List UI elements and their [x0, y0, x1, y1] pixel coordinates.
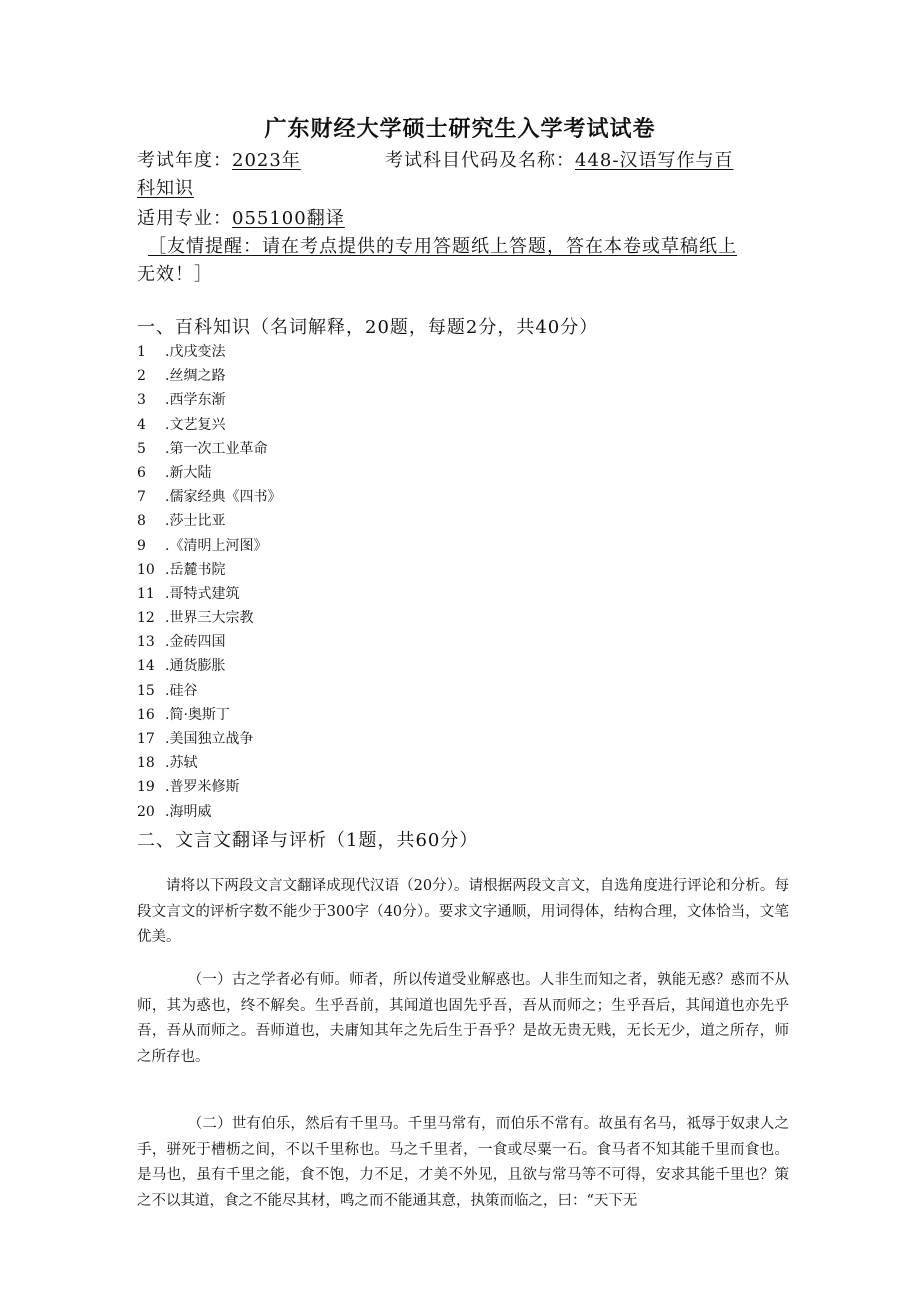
- list-item: 14 .通货膨胀: [137, 658, 226, 675]
- list-item: 6 .新大陆: [137, 464, 212, 481]
- exam-year: [137, 146, 301, 172]
- section2-heading: 二、文言文翻译与评析（1题，共60分）: [137, 830, 479, 851]
- list-item: 12 .世界三大宗教: [137, 610, 254, 627]
- exam-subject-label: 考试科目代码及名称：: [385, 150, 575, 171]
- section2-instruction: 请将以下两段文言文翻译成现代汉语（20分）。请根据两段文言文，自选角度进行评论和分析。每段文言文的评析字数不能少于300字（40分）。要求文字通顺，用词得体，结构合理，文体恰当，文笔优美。: [137, 878, 789, 945]
- term-list: [137, 340, 281, 824]
- list-item: 9 .《清明上河图》: [137, 537, 268, 554]
- exam-reminder: ［友情提醒：请在考点提供的专用答题纸上答题，答在本卷或草稿纸上: [148, 236, 737, 257]
- list-item: 11 .哥特式建筑: [137, 585, 240, 602]
- exam-subject-value-cont: 科知识: [137, 178, 194, 199]
- exam-major-value: 055100翻译: [232, 208, 345, 229]
- exam-subject-value: 448-汉语写作与百: [575, 150, 734, 171]
- list-item: 3 .西学东渐: [137, 392, 226, 409]
- passage-2: （二）世有伯乐，然后有千里马。千里马常有，而伯乐不常有。故虽有名马，祗辱于奴隶人之手，骈死于槽枥之间，不以千里称也。马之千里者，一食或尽粟一石。食马者不知其能千里而食也。是马也，虽有千里之能，食不饱，力不足，才美不外见，且欲与常马等不可得，安求其能千里也？策之不以其道，食之不能尽其材，鸣之而不能通其意，执策而临之，曰：“天下无: [137, 1116, 789, 1209]
- exam-year-value: 2023年: [232, 150, 301, 171]
- list-item: 17 .美国独立战争: [137, 731, 254, 747]
- list-item: 20 .海明威: [137, 803, 212, 820]
- exam-major-label: 适用专业：: [137, 208, 232, 229]
- list-item: 18 .苏轼: [137, 755, 198, 772]
- passage-1: （一）古之学者必有师。师者，所以传道受业解惑也。人非生而知之者，孰能无惑？惑而不从师，其为惑也，终不解矣。生乎吾前，其闻道也固先乎吾，吾从而师之；生乎吾后，其闻道也亦先乎吾，吾从而师之。吾师道也，夫庸知其年之先后生于吾乎？是故无贵无贱，无长无少，道之所存，师之所存也。: [137, 972, 789, 1065]
- list-item: 5 .第一次工业革命: [137, 440, 268, 457]
- list-item: 19 .普罗米修斯: [137, 779, 240, 796]
- section1-heading: 一、百科知识（名词解释，20题，每题2分，共40分）: [137, 317, 599, 338]
- list-item: 1 .戊戌变法: [137, 344, 226, 360]
- list-item: 16 .简·奥斯丁: [137, 706, 230, 723]
- exam-year-label: 考试年度：: [137, 150, 232, 171]
- list-item: 8 .莎士比亚: [137, 513, 226, 530]
- exam-subject: [385, 146, 733, 172]
- list-item: 4 .文艺复兴: [137, 416, 226, 433]
- exam-major: [137, 204, 345, 230]
- list-item: 15 .硅谷: [137, 682, 198, 699]
- exam-reminder-cont: 无效！］: [137, 264, 213, 285]
- list-item: 10 .岳麓书院: [137, 561, 226, 578]
- exam-title: 广东财经大学硕士研究生入学考试试卷: [264, 116, 656, 142]
- list-item: 13 .金砖四国: [137, 634, 226, 651]
- list-item: 7 .儒家经典《四书》: [137, 489, 282, 506]
- list-item: 2 .丝绸之路: [137, 368, 226, 385]
